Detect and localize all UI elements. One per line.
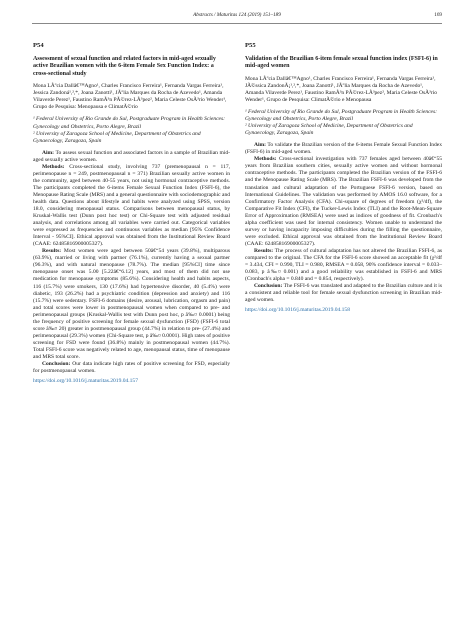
conclusion-label: Conclusion:	[254, 283, 283, 290]
methods-paragraph	[245, 156, 442, 248]
results-paragraph	[33, 248, 230, 361]
conclusion-text: The FSFI-6 was translated and adapted to the Brazilian culture and it is a consistent and reliable tool for female sexual dysfunction screening in Brazilian mid-aged women.	[245, 283, 442, 304]
aim-text: To assess sexual function and associated factors in a sample of Brazilian mid-aged sexually active women.	[33, 149, 230, 163]
author-list: Mona LÃºcia Dallâ€™Agno¹, Charles Francisco Ferreira¹, Fernanda Vargas Ferreira¹, Jessica Zandoná¹,²,*, Joana Zanotti¹, JÃºlia Marques da Rocha de Azevedo¹, Amanda Vilaverde Perez¹, Faustino RamÃ³n PÃ©rez-LÃ³pez², Maria Celeste OsÃ³rio Wender¹, Grupo de Pesquisa: Menopausa e ClimatÃ©rio	[33, 83, 227, 111]
aim-label: Aim:	[254, 142, 267, 149]
author-list: Mona LÃºcia Dallâ€™Agno¹, Charles Francisco Ferreira¹, Fernanda Vargas Ferreira¹, JÃ©ssica ZandonÃ¡¹,²,*, Joana Zanotti¹, JÃºlia Marques da Rocha de Azevedo¹, Amanda Vilaverde Perez¹, Faustino RamÃ³n PÃ©rez-LÃ³pez², Maria Celeste OsÃ³rio Wender¹, Grupo de Pesquisa: ClimatÃ©rio e Menopausa	[245, 75, 438, 103]
results-label: Results:	[42, 248, 62, 255]
results-text: The process of cultural adaptation has not altered the Brazilian FSFI-6, as compared to the original. The CFA for the FSFI-6 score showed an acceptable fit (χ²/df = 3.434, CFI = 0.990, TLI = 0.980, RMSEA = 0.058, 90% confidence interval = 0.033–0.083, p â‰¤ 0.001) and a good reliability was established in FSFI-6 and MRS (Cronbach's alpha = 0.840 and = 0.854, respectively).	[245, 247, 442, 283]
conclusion-label: Conclusion:	[42, 361, 71, 368]
conclusion-text: Our data indicate high rates of positive screening for FSD, especially for postmenopausal women.	[33, 361, 230, 375]
abstract-title: Validation of the Brazilian 6-item female sexual function index (FSFI-6) in mid-aged women	[245, 56, 438, 70]
affiliation-1: ¹ Federal University of Rio Grande do Sul, Postgraduate Program in Health Sciences: Gynecology and Obstetrics, Porto Alegre, Brazil	[33, 116, 226, 130]
methods-paragraph	[33, 164, 230, 249]
methods-text: Cross-sectional investigation with 737 females aged between 40â€“55 years from Brazilian southern cities, sexually active women and without hormonal contraceptive methods. The participants completed the Brazilian version of the FSFI-6 and the Menopause Rating Scale (MRS). The Brazilian FSFI-6 was developed from the translation and cultural adaptation of the Portuguese FSFI-6 version, based on International Guidelines. The validation was performed by AMOS 16.0 software, for a Confirmatory Factor Analysis (CFA). Chi-square of degrees of freedom (χ²/df), the Comparative Fit Index (CFI), the Tucker-Lewis Index (TLI) and the Root-Mean-Square Error of Approximation (RMSEA) were used as indices of goodness of fit. Cronbach's alpha coefficient was used for internal consistency. Women unable to understand the survey or having incapacity imposing difficulties during the filling the questionnaire, were excluded. Ethical approval was obtained from the Institutional Review Board (CAAE: 62485816900005327).	[245, 156, 442, 247]
methods-label: Methods:	[42, 163, 65, 170]
aim-paragraph	[245, 142, 442, 156]
aim-label: Aim:	[42, 149, 55, 156]
aim-paragraph	[33, 150, 230, 164]
methods-label: Methods:	[254, 156, 277, 163]
results-paragraph	[245, 248, 442, 283]
doi-link[interactable]: https://doi.org/10.1016/j.maturitas.2019.04.157	[33, 378, 138, 385]
affiliations	[245, 109, 442, 137]
affiliations	[33, 116, 230, 144]
header-rule	[32, 23, 442, 24]
abstract-id: P54	[33, 42, 44, 49]
conclusion-paragraph	[245, 283, 442, 304]
results-label: Results:	[254, 247, 274, 254]
results-text: Most women were aged between 50â€“54 years (39.8%), multiparous (63.9%), married or living with partner (76.1%), currently having a sexual partner (96.3%), and with natural menopause (78.7%). The median [95%CI] time since menopause onset was 5.00 [5.22â€“6.12] years, and most of them did not use medication for menopause symptoms (85.6%). Considering health and habits aspects, 116 (15.7%) were smokers, 130 (17.6%) had hypertensive disorder, 40 (5.4%) were diabetic, 193 (26.2%) had a psychiatric condition (depression and anxiety) and 116 (15.7%) were sedentary. FSFI-6 domains (desire, arousal, lubrication, orgasm and pain) and total scores were lower in postmenopausal women when compared to pre- and perimenopausal groups (Kruskal-Wallis test with Dunn post hoc, p â‰¤ 0.0001) being the frequency of positive screening for female sexual dysfunction (FSD) (FSFI-6 total score â‰¤ 20) greater in postmenopausal group (44.7%) in relation to pre- (27.4%) and perimenopausal (29.3%) women (Chi-Square test, p â‰¤ 0.0001). High rates of positive screening for FSD were found (36.8%) mainly in postmenopausal women (44.7%). Total FSFI-6 score was negatively related to age, menopausal status, time of menopause and MRS total score.	[33, 248, 230, 360]
affiliation-1: ¹ Federal University of Rio Grande do Sul, Postgraduate Program in Health Sciences: Gynecology and Obstetrics, Porto Alegre, Brazil	[245, 109, 438, 123]
aim-text: To validate the Brazilian version of the 6-items Female Sexual Function Index (FSFI-6) in mid-aged women.	[245, 142, 442, 156]
methods-text: Cross-sectional study, involving 737 (premenopausal n = 117, perimenopause n = 249, postmenopausal n = 371) Brazilian sexually active women in the community, aged between 40-55 years, not using hormonal contraceptive methods. The participants completed the 6-items Female Sexual Function Index (FSFI-6), the Menopause Rating Scale (MRS) and a general questionnaire with sociodemographic and health data. Questions about lifestyle and habits were analyzed using SPSS, version 18.0, considering menopausal status. Comparisons between menopausal status, by Kruskal-Wallis test (Dunn post hoc test) or Chi-Square test with adjusted residual analysis, and correlations among all variables were carried out. Categorical variables were expressed as frequencies and continuous variables as median [95% Confidence Interval - 95%CI]. Ethical approval was obtained from the Institutional Review Board (CAAE: 62485816900005327).	[33, 163, 230, 248]
affiliation-2: ² University of Zaragoza School of Medicine, Department of Obstetrics and Gynaecology, Zaragoza, Spain	[245, 123, 413, 137]
conclusion-paragraph	[33, 361, 230, 375]
abstract-p55	[245, 42, 442, 314]
doi-link[interactable]: https://doi.org/10.1016/j.maturitas.2019.04.158	[245, 307, 350, 314]
page-number: 169	[434, 12, 442, 18]
affiliation-2: ² University of Zaragoza School of Medicine, Department of Obstetrics and Gynaecology, Zaragoza, Spain	[33, 130, 201, 144]
abstract-p54	[33, 42, 230, 385]
abstract-title: Assessment of sexual function and related factors in mid-aged sexually active Brazilian women with the 6-item Female Sex Function Index: a cross-sectional study	[33, 56, 216, 77]
journal-citation: Abstracts / Maturitas 124 (2019) 151–189	[193, 12, 281, 18]
abstract-id: P55	[245, 42, 256, 49]
